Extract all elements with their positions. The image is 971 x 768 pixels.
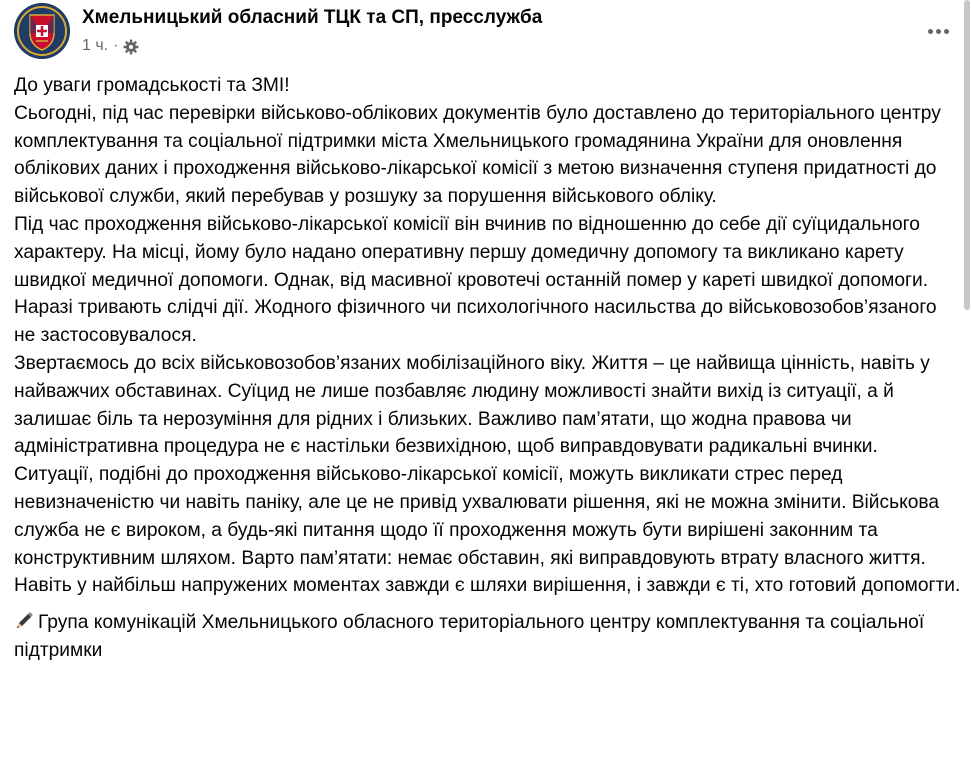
avatar[interactable] (14, 3, 70, 59)
signature-text: Група комунікацій Хмельницького обласного територіального центру комплектування та соціальної підтримки (14, 612, 925, 661)
post-signature (14, 609, 962, 665)
author-name[interactable]: Хмельницький обласний ТЦК та СП, пресслужба (82, 7, 543, 28)
post-paragraph: Під час проходження військово-лікарської комісії він вчинив по відношенню до себе дії суїцидального характеру. На місці, йому було надано оперативну першу домедичну допомогу та викликано карету швидкої медичної допомоги. Однак, від масивної кровотечі останній помер у кареті швидкої допомоги. Наразі тривають слідчі дії. Жодного фізичного чи психологічного насильства до військовозобов’язаного не застосовувалося. (14, 213, 937, 347)
post-paragraph: Звертаємось до всіх військовозобов’язаних мобілізаційного віку. Життя – це найвища цінність, навіть у найважчих обставинах. Суїцид не лише позбавляє людину можливості знайти вихід із ситуації, а й залишає біль та нерозуміння для рідних і близьких. Важливо пам’ятати, що жодна правова чи адміністративна процедура не є настільки безвихідною, щоб виправдовувати радикальні вчинки. (14, 352, 930, 458)
pencil-icon (14, 611, 34, 631)
post-meta (82, 37, 139, 55)
post-header (14, 3, 964, 63)
post-time[interactable]: 1 ч. (82, 37, 109, 54)
scrollbar[interactable] (964, 0, 970, 310)
post-paragraph: До уваги громадськості та ЗМІ! (14, 75, 290, 96)
post-body (14, 72, 962, 665)
post-paragraph: Сьогодні, під час перевірки військово-облікових документів було доставлено до територіального центру комплектування та соціальної підтримки міста Хмельницького громадянина України для оновлення облікових даних і проходження військово-лікарської комісії з метою визначення ступеня придатності до військової служби, який перебував у розшуку за порушення військового обліку. (14, 102, 941, 208)
post-paragraph: Ситуації, подібні до проходження військово-лікарської комісії, можуть викликати стрес перед невизначеністю чи навіть паніку, але це не привід ухвалювати рішення, які не можна змінити. Військова служба не є вироком, а будь-які питання щодо її проходження можуть бути вирішені законним та конструктивним шляхом. Варто пам’ятати: немає обставин, які виправдовують втрату власного життя. Навіть у найбільш напружених моментах завжди є шляхи вирішення, і завжди є ті, хто готовий допомогти. (14, 464, 961, 597)
emblem-icon (14, 3, 70, 59)
more-dots-icon[interactable] (920, 13, 956, 49)
meta-separator: · (113, 37, 119, 54)
gear-icon[interactable] (123, 39, 139, 55)
